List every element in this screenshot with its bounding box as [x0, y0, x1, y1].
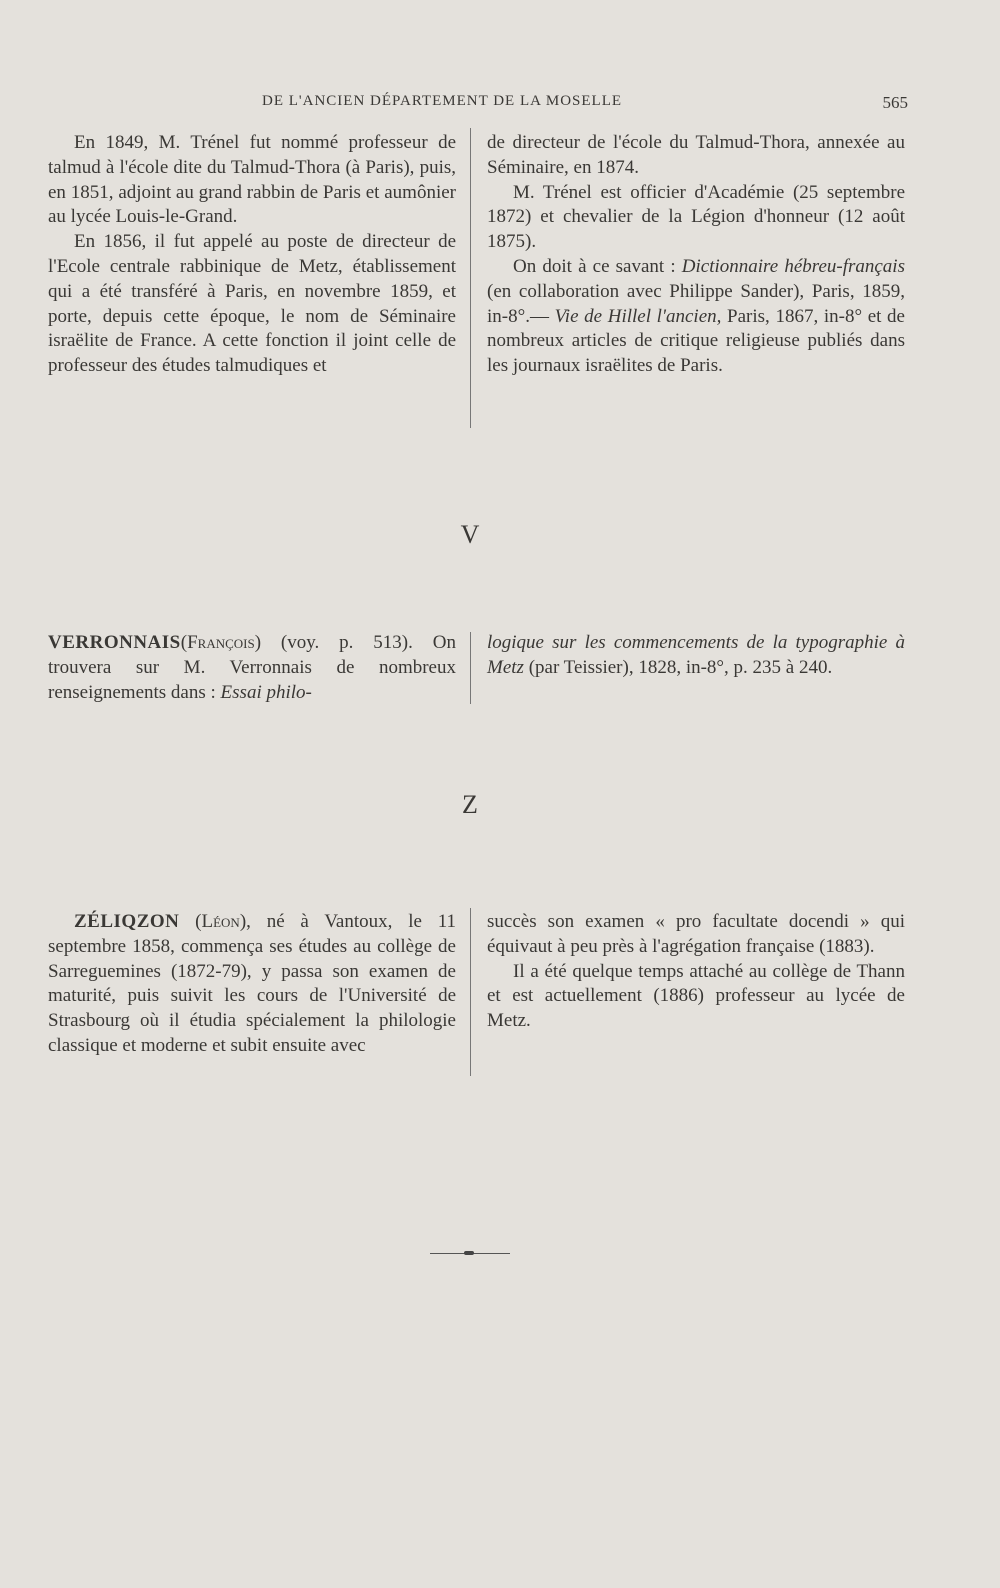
text-run: (par Teissier), 1828, in-8°, p. 235 à 240.	[523, 656, 833, 678]
text-run: , né à Vantoux, le 11 septembre 1858, commença ses études au collège de Sarreguemines (1872-79), y passa son examen de maturité, puis suivit les cours de l'Université de Strasbourg où il étudia spécialement la philologie classique et moderne et subit ensuite avec	[48, 911, 456, 1056]
entry-name: ZÉLIQZON	[74, 911, 180, 932]
text-run: On doit à ce savant :	[513, 255, 682, 277]
text-run: (voy. p. 513). On trouvera sur M. Verronnais de nombreux renseignements dans :	[48, 632, 456, 703]
verronnais-right-column	[487, 631, 905, 681]
paragraph: En 1849, M. Trénel fut nommé professeur de talmud à l'école dite du Talmud-Thora (à Paris), puis, en 1851, adjoint au grand rabbin de Paris et aumônier au lycée Louis-le-Grand.	[48, 132, 456, 228]
book-title: Dictionnaire hébreu-français	[681, 255, 905, 277]
column-rule	[470, 632, 471, 704]
paragraph	[48, 910, 456, 1059]
text-run: Paris, 1867, in-8° et de nombreux articles de critique religieuse publiés dans les journaux israëlites de Paris.	[487, 305, 905, 377]
page-number: 565	[882, 93, 908, 112]
paragraph	[48, 631, 456, 705]
book-title: logique sur les commencements de la typographie à Metz	[487, 632, 905, 678]
book-title: Vie de Hillel l'ancien,	[554, 305, 722, 327]
trenel-right-column	[487, 131, 905, 379]
verronnais-left-column	[48, 631, 456, 705]
ornament-dot	[464, 1251, 474, 1255]
paragraph	[487, 631, 905, 681]
text-run: (en collaboration avec Philippe Sander), Paris, 1859, in-8°.—	[487, 280, 905, 327]
end-ornament	[430, 1250, 510, 1256]
paragraph: succès son examen « pro facultate docendi » qui équivaut à peu près à l'agrégation française (1883).	[487, 911, 905, 957]
running-title: DE L'ANCIEN DÉPARTEMENT DE LA MOSELLE	[262, 93, 623, 109]
paragraph: En 1856, il fut appelé au poste de directeur de l'Ecole centrale rabbinique de Metz, établissement qui a été transféré à Paris, en novembre 1859, et porte, depuis cette époque, le nom de Séminaire israëlite de France. A cette fonction il joint celle de professeur des études talmudiques et	[48, 231, 456, 377]
running-header	[48, 93, 908, 117]
zeliqzon-left-column	[48, 910, 456, 1059]
section-letter-v: V	[460, 520, 480, 549]
paragraph: Il a été quelque temps attaché au collège de Thann et est actuellement (1886) professeur au lycée de Metz.	[487, 960, 905, 1032]
trenel-left-column	[48, 131, 456, 379]
column-rule	[470, 128, 471, 428]
column-rule	[470, 908, 471, 1076]
entry-name: VERRONNAIS	[48, 632, 181, 653]
entry-firstname: (François)	[180, 632, 262, 653]
paragraph: M. Trénel est officier d'Académie (25 septembre 1872) et chevalier de la Légion d'honneur (12 août 1875).	[487, 181, 905, 253]
paragraph	[487, 255, 905, 379]
zeliqzon-right-column	[487, 910, 905, 1034]
paragraph: de directeur de l'école du Talmud-Thora, annexée au Séminaire, en 1874.	[487, 132, 905, 178]
section-letter-z: Z	[462, 790, 478, 819]
entry-firstname: (Léon)	[195, 911, 247, 932]
book-title: Essai philo-	[220, 681, 312, 703]
